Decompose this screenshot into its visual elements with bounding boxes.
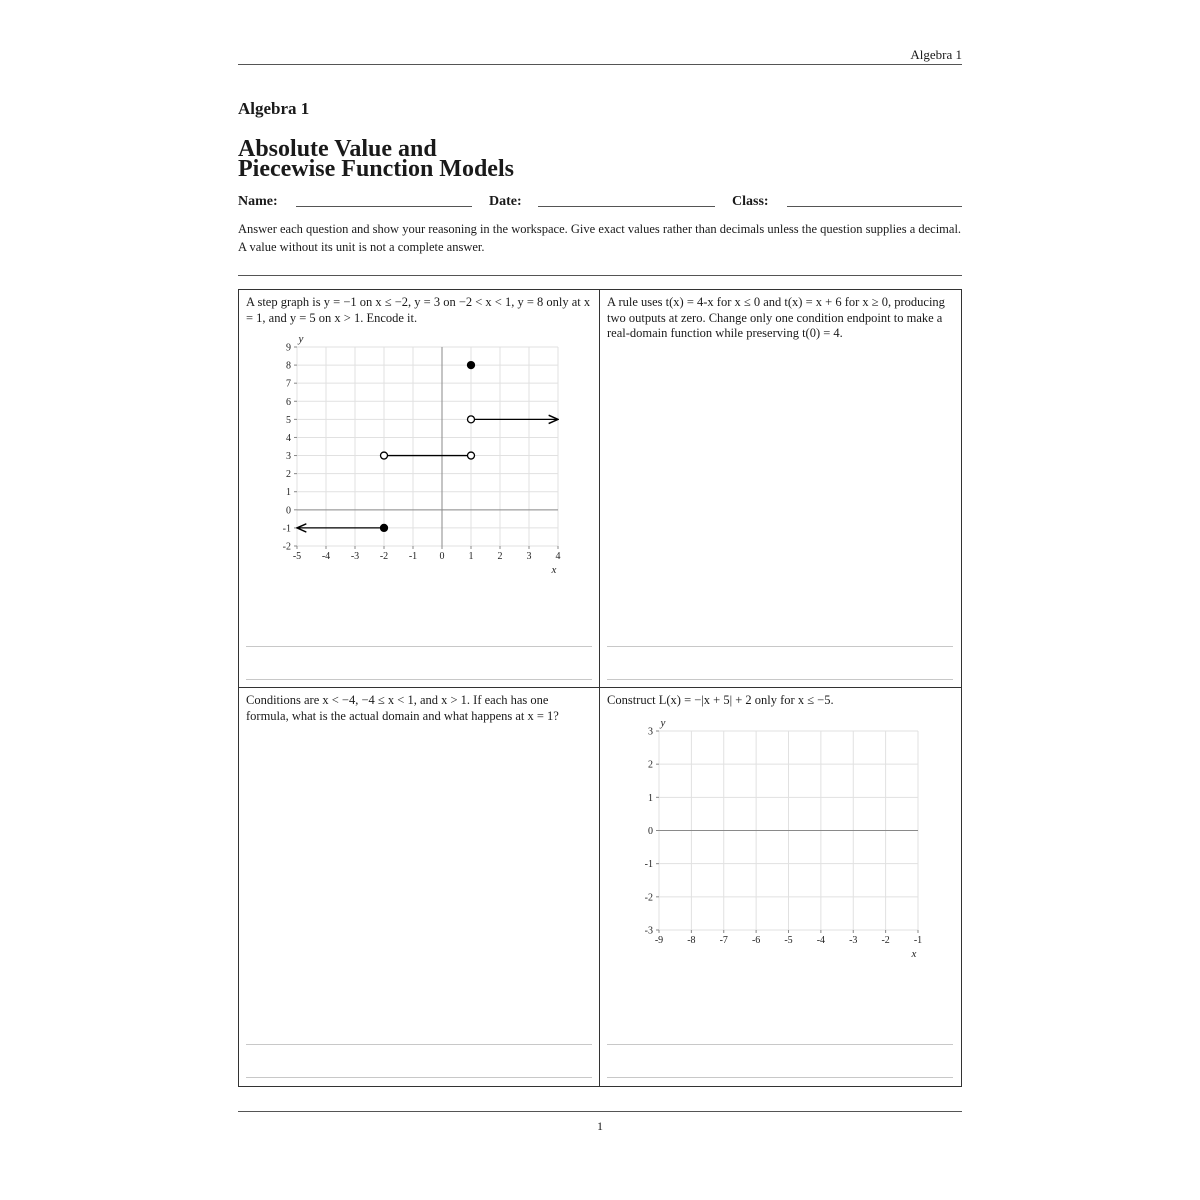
y-axis-label: y bbox=[298, 333, 304, 345]
x-tick-label: -5 bbox=[292, 551, 302, 562]
y-tick-label: 9 bbox=[286, 342, 291, 354]
class-field[interactable] bbox=[787, 206, 962, 207]
name-label: Name: bbox=[238, 194, 278, 209]
question-cell bbox=[239, 688, 600, 1086]
y-tick-label: 3 bbox=[286, 451, 291, 463]
date-field[interactable] bbox=[538, 206, 715, 207]
title-line: Piecewise Function Models bbox=[238, 156, 514, 182]
answer-line[interactable] bbox=[607, 1044, 953, 1045]
date-label: Date: bbox=[489, 194, 522, 209]
y-tick-label: 4 bbox=[286, 432, 291, 444]
x-axis-label: x bbox=[911, 948, 917, 960]
footer-rule bbox=[238, 1111, 962, 1112]
closed-point bbox=[468, 362, 475, 369]
class-label: Class: bbox=[732, 194, 769, 209]
y-tick-label: -1 bbox=[644, 859, 653, 871]
x-tick-label: -6 bbox=[751, 935, 761, 946]
instructions: Answer each question and show your reasoning in the workspace. Give exact values rather than decimals unless the question supplies a decimal. A value without its unit is not a complete answer. bbox=[238, 222, 962, 254]
x-tick-label: -3 bbox=[849, 935, 858, 946]
step-graph bbox=[239, 290, 600, 590]
subject-heading: Algebra 1 bbox=[238, 99, 310, 118]
answer-line[interactable] bbox=[246, 679, 592, 680]
x-tick-label: -4 bbox=[816, 935, 826, 946]
y-tick-label: 5 bbox=[286, 414, 291, 426]
question-cell bbox=[600, 688, 961, 1086]
x-tick-label: 0 bbox=[439, 551, 445, 562]
y-tick-label: -3 bbox=[644, 925, 653, 937]
open-point bbox=[468, 452, 475, 459]
x-tick-label: -2 bbox=[379, 551, 389, 562]
open-point bbox=[381, 452, 388, 459]
title-line: Absolute Value and bbox=[238, 136, 437, 162]
y-tick-label: 8 bbox=[286, 360, 291, 372]
question-prompt: Construct L(x) = −|x + 5| + 2 only for x ≤ −5. bbox=[607, 693, 834, 707]
answer-line[interactable] bbox=[607, 1077, 953, 1078]
x-tick-label: -5 bbox=[784, 935, 793, 946]
open-point bbox=[468, 416, 475, 423]
worksheet-title bbox=[238, 136, 738, 182]
y-tick-label: 0 bbox=[648, 826, 653, 837]
worksheet-page bbox=[238, 0, 962, 1200]
question-grid bbox=[238, 289, 962, 1087]
page-number: 1 bbox=[597, 1119, 603, 1133]
y-tick-label: 6 bbox=[286, 396, 291, 408]
x-tick-label: -9 bbox=[654, 935, 664, 946]
answer-line[interactable] bbox=[246, 646, 592, 647]
answer-line[interactable] bbox=[607, 646, 953, 647]
question-prompt: A step graph is y = −1 on x ≤ −2, y = 3 on −2 < x < 1, y = 8 only at x = 1, and y = 5 on x > 1. Encode it. bbox=[246, 295, 591, 325]
closed-point bbox=[381, 524, 388, 531]
answer-line[interactable] bbox=[246, 1077, 592, 1078]
name-field[interactable] bbox=[296, 206, 472, 207]
blank-graph bbox=[600, 688, 961, 978]
y-tick-label: 2 bbox=[648, 759, 653, 771]
x-tick-label: -2 bbox=[881, 935, 890, 946]
x-tick-label: -8 bbox=[687, 935, 696, 946]
question-cell bbox=[239, 290, 600, 688]
x-tick-label: -1 bbox=[913, 935, 923, 946]
y-tick-label: 7 bbox=[286, 378, 291, 390]
y-tick-label: 0 bbox=[286, 505, 291, 517]
y-axis-label: y bbox=[660, 717, 666, 729]
x-tick-label: -3 bbox=[350, 551, 360, 562]
student-info-fields bbox=[238, 194, 962, 210]
y-tick-label: -2 bbox=[282, 541, 291, 553]
x-tick-label: 2 bbox=[497, 551, 503, 562]
x-tick-label: -4 bbox=[321, 551, 331, 562]
y-tick-label: 1 bbox=[648, 792, 653, 804]
question-prompt: Conditions are x < −4, −4 ≤ x < 1, and x > 1. If each has one formula, what is the actual domain and what happens at x = 1? bbox=[246, 693, 559, 723]
instructions-rule bbox=[238, 275, 962, 276]
x-tick-label: -7 bbox=[719, 935, 728, 946]
answer-line[interactable] bbox=[246, 1044, 592, 1045]
x-tick-label: 4 bbox=[555, 551, 561, 562]
y-tick-label: -1 bbox=[282, 523, 291, 535]
question-prompt: A rule uses t(x) = 4-x for x ≤ 0 and t(x) = x + 6 for x ≥ 0, producing two outputs at zero. Change only one condition endpoint to make a real-domain function while preserving t(0) = 4. bbox=[607, 295, 945, 340]
x-axis-label: x bbox=[551, 564, 557, 576]
x-tick-label: 3 bbox=[526, 551, 532, 562]
y-tick-label: -2 bbox=[644, 892, 653, 904]
question-cell bbox=[600, 290, 961, 688]
header-rule bbox=[238, 64, 962, 65]
y-tick-label: 1 bbox=[286, 487, 291, 499]
y-tick-label: 2 bbox=[286, 469, 291, 481]
y-tick-label: 3 bbox=[648, 726, 653, 738]
answer-line[interactable] bbox=[607, 679, 953, 680]
running-head: Algebra 1 bbox=[910, 47, 962, 62]
x-tick-label: 1 bbox=[468, 551, 474, 562]
x-tick-label: -1 bbox=[408, 551, 418, 562]
